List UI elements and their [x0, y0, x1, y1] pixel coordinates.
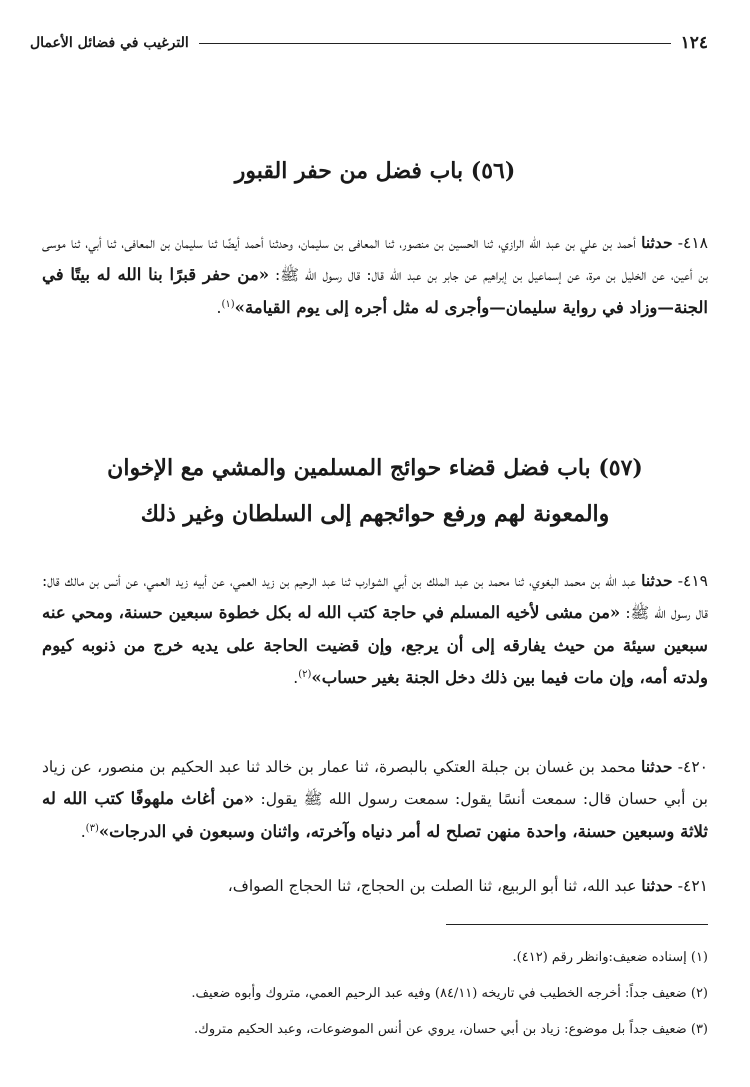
- chapter-heading-57: [30, 445, 720, 537]
- footnote-separator: [446, 924, 708, 925]
- haddathana-word: حدثنا: [641, 875, 673, 895]
- footnote-marker: (٢): [690, 986, 708, 1001]
- footnote-marker: (١): [690, 950, 708, 965]
- hadith-number: ٤٢١-: [677, 876, 708, 895]
- hadith-421: [42, 870, 708, 903]
- running-head: [30, 30, 708, 56]
- hadith-tail: .: [216, 298, 222, 317]
- footnote-text: ضعيف جداً: أخرجه الخطيب في تاريخه (٨٤/١١) وفيه عبد الرحيم العمي، متروك وأبوه ضعيف.: [191, 986, 687, 1001]
- hadith-number: ٤١٩-: [677, 571, 708, 590]
- haddathana-word: حدثنا: [641, 232, 673, 252]
- footnote-2: [30, 984, 708, 1004]
- chapter-title: (٥٦) باب فضل من حفر القبور: [234, 158, 516, 184]
- hadith-number: ٤١٨-: [677, 233, 709, 252]
- hadith-isnad: أحمد بن علي بن عبد الله الرازي، ثنا الحسين بن منصور، ثنا المعافى بن سليمان، وحدثنا أحمد أيضًا ثنا سليمان بن المعافى، ثنا أبي، ثنا موسى بن أعين، عن الخليل بن مرة، عن إسماعيل بن إبراهيم عن جابر بن عبد الله قال: قال رسول الله ﷺ:: [42, 233, 708, 284]
- hadith-matn: «من مشى لأخيه المسلم في حاجة كتب الله له بكل خطوة سبعين حسنة، ومحي عنه سبعين سيئة من حيث يفارقه إلى أن يرجع، وإن قضيت الحاجة على يديه خرج من ذنوبه كيوم ولدته أمه، وإن مات فيما بين ذلك دخل الجنة بغير حساب»: [42, 603, 708, 687]
- footnote-reference[interactable]: (٢): [298, 668, 312, 680]
- hadith-tail: .: [293, 669, 299, 687]
- hadith-tail: .: [80, 822, 86, 841]
- footnote-text: ضعيف جداً بل موضوع: زياد بن أبي حسان، يروي عن أنس الموضوعات، وعبد الحكيم متروك.: [194, 1022, 687, 1037]
- hadith-419: [42, 565, 708, 695]
- footnote-text: إسناده ضعيف:وانظر رقم (٤١٢).: [512, 950, 687, 965]
- haddathana-word: حدثنا: [640, 756, 673, 776]
- book-title: الترغيب في فضائل الأعمال: [30, 35, 189, 51]
- hadith-isnad: عبد الله، ثنا أبو الربيع، ثنا الصلت بن الحجاج، ثنا الحجاج الصواف،: [227, 876, 637, 895]
- hadith-418: [42, 227, 708, 325]
- page-number: ١٢٤: [680, 33, 708, 53]
- hadith-isnad: عبد الله بن محمد البغوي، ثنا محمد بن عبد الملك بن أبي الشوارب ثنا عبد الرحيم بن زيد العمي، عن أبيه زيد العمي، عن أنس بن مالك قال: قال رسول الله ﷺ:: [42, 571, 709, 622]
- hadith-matn: «من أغاث ملهوفًا كتب الله له ثلاثة وسبعين حسنة، واحدة منهن تصلح له أمر دنياه وآخرته، واثنان وسبعون في الدرجات»: [42, 789, 708, 841]
- header-rule: [199, 43, 671, 44]
- footnote-1: [30, 948, 708, 968]
- footnote-marker: (٣): [690, 1022, 708, 1037]
- chapter-heading-56: [30, 148, 720, 194]
- hadith-isnad: محمد بن غسان بن جبلة العتكي بالبصرة، ثنا عمار بن خالد ثنا عبد الحكيم بن منصور، عن زياد بن أبي حسان قال: سمعت أنسًا يقول: سمعت رسول الله ﷺ يقول:: [42, 757, 708, 808]
- haddathana-word: حدثنا: [641, 570, 673, 590]
- chapter-title-line-1: (٥٧) باب فضل قضاء حوائج المسلمين والمشي مع الإخوان: [107, 455, 643, 481]
- chapter-title-line-2: والمعونة لهم ورفع حوائجهم إلى السلطان وغير ذلك: [140, 501, 610, 527]
- footnote-reference[interactable]: (٣): [85, 822, 99, 834]
- hadith-number: ٤٢٠-: [677, 757, 708, 776]
- hadith-matn: «من حفر قبرًا بنا الله له بيتًا في الجنة—وزاد في رواية سليمان—وأجرى له مثل أجره إلى يوم القيامة»: [42, 265, 708, 317]
- footnote-reference[interactable]: (١): [221, 298, 235, 310]
- footnote-3: [30, 1020, 708, 1040]
- hadith-420: [42, 751, 708, 849]
